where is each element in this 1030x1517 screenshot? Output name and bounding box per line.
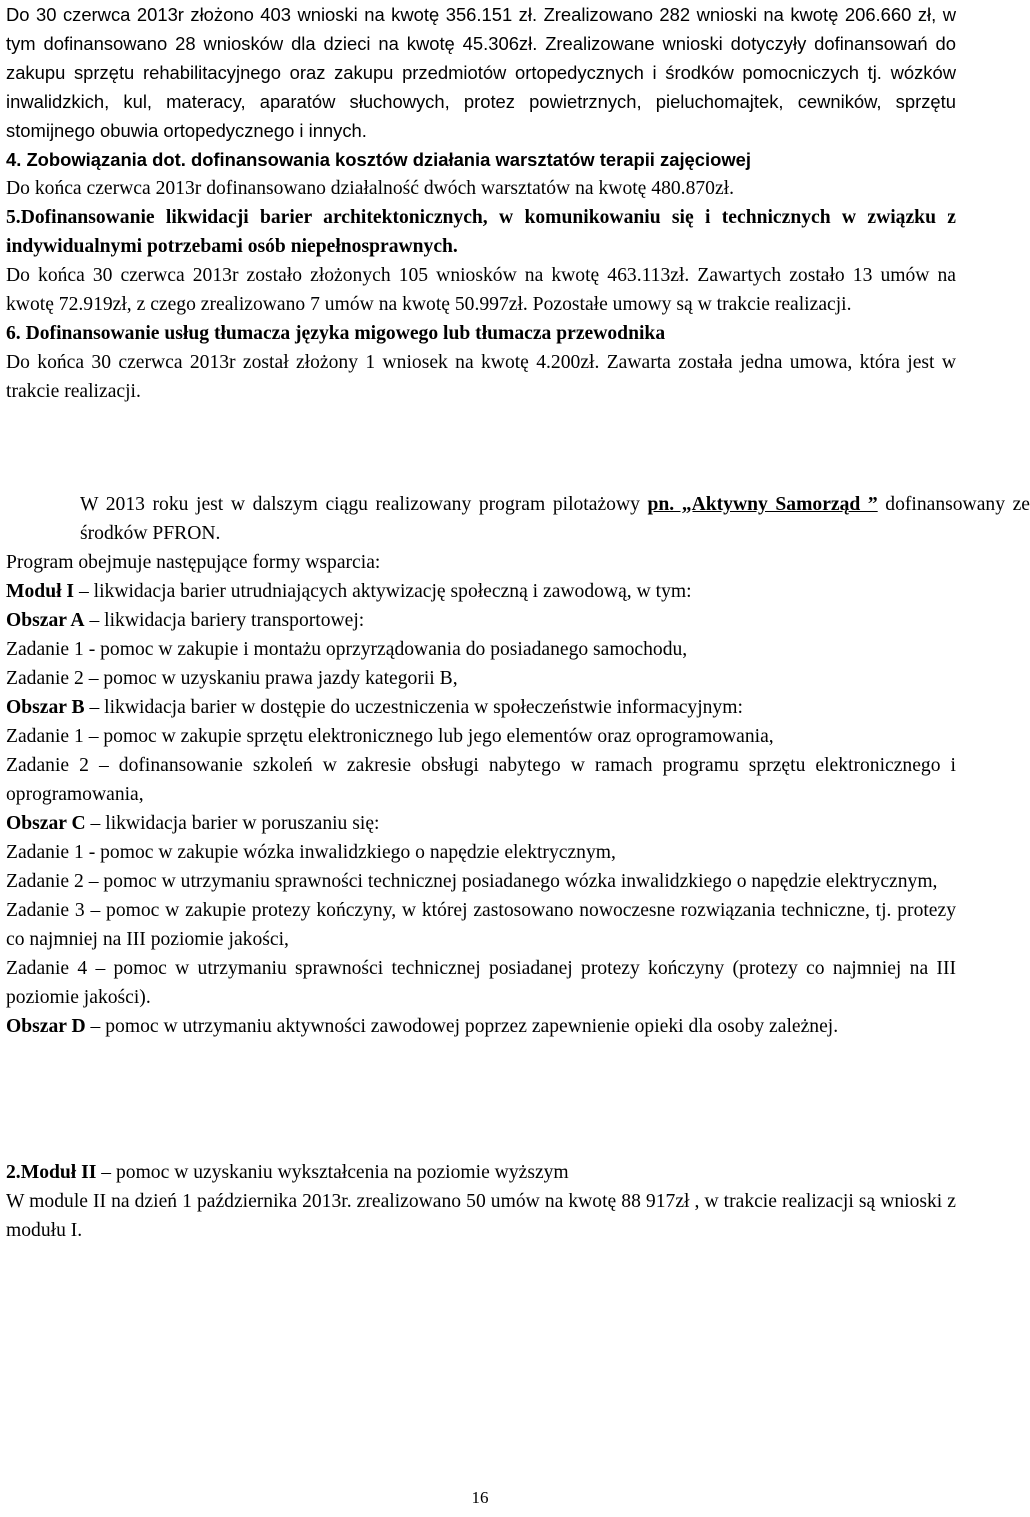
program-intro-funding: dofinansowany ze środków PFRON. (80, 494, 1030, 544)
module-1-label: Moduł I (6, 581, 75, 602)
area-c-task-3: Zadanie 3 – pomoc w zakupie protezy kończyny, w której zastosowano nowoczesne rozwiązania techniczne, tj. protezy co najmniej na III poziomie jakości, (6, 900, 956, 950)
area-c-task-4: Zadanie 4 – pomoc w utrzymaniu sprawności technicznej posiadanej protezy kończyny (protezy co najmniej na III poziomie jakości). (6, 958, 956, 1008)
area-a-label: Obszar A (6, 610, 85, 631)
paragraph-support-forms: Program obejmuje następujące formy wsparcia: (6, 552, 381, 573)
heading-section-6: 6. Dofinansowanie usług tłumacza języka migowego lub tłumacza przewodnika (6, 323, 666, 344)
paragraph-workshops: Do końca czerwca 2013r dofinansowano działalność dwóch warsztatów na kwotę 480.870zł. (6, 178, 734, 199)
area-c-label: Obszar C (6, 813, 86, 834)
program-name: pn. „Aktywny Samorząd ” (647, 494, 878, 515)
module-2-text: – pomoc w uzyskaniu wykształcenia na poziomie wyższym (96, 1162, 569, 1183)
area-d-line (6, 1012, 956, 1041)
area-a-line (6, 606, 956, 635)
area-b-line (6, 693, 956, 722)
paragraph-sign-language: Do końca 30 czerwca 2013r został złożony 1 wniosek na kwotę 4.200zł. Zawarta została jedna umowa, która jest w trakcie realizacji. (6, 352, 956, 402)
area-b-task-2: Zadanie 2 – dofinansowanie szkoleń w zakresie obsługi nabytego w ramach programu sprzętu elektronicznego i oprogramowania, (6, 755, 956, 805)
paragraph-barriers: Do końca 30 czerwca 2013r zostało złożonych 105 wniosków na kwotę 463.113zł. Zawartych zostało 13 umów na kwotę 72.919zł, z czego zrealizowano 7 umów na kwotę 50.997zł. Pozostałe umowy są w trakcie realizacji. (6, 265, 956, 315)
area-b-task-1: Zadanie 1 – pomoc w zakupie sprzętu elektronicznego lub jego elementów oraz oprogramowania, (6, 726, 774, 747)
area-a-task-1: Zadanie 1 - pomoc w zakupie i montażu oprzyrządowania do posiadanego samochodu, (6, 639, 688, 660)
module-2-line (6, 1158, 956, 1187)
heading-section-5: 5.Dofinansowanie likwidacji barier architektonicznych, w komunikowaniu się i technicznych w związku z indywidualnymi potrzebami osób niepełnosprawnych. (6, 207, 956, 257)
area-d-label: Obszar D (6, 1016, 86, 1037)
area-c-line (6, 809, 956, 838)
area-b-label: Obszar B (6, 697, 85, 718)
module-2-result: W module II na dzień 1 października 2013r. zrealizowano 50 umów na kwotę 88 917zł , w trakcie realizacji są wnioski z modułu I. (6, 1191, 956, 1241)
program-intro-text: W 2013 roku jest w dalszym ciągu realizowany program pilotażowy (80, 494, 648, 515)
report-section-sans (0, 0, 956, 406)
paragraph-program-intro (6, 490, 1030, 548)
heading-section-4-title: dofinansowania kosztów działania warsztatów terapii zajęciowej (190, 149, 751, 170)
module-1-line (6, 577, 956, 606)
heading-section-4-number: 4. Zobowiązania dot. (6, 149, 186, 170)
page-number: 16 (471, 1488, 489, 1507)
heading-section-4 (6, 145, 956, 174)
area-a-task-2: Zadanie 2 – pomoc w uzyskaniu prawa jazdy kategorii B, (6, 668, 458, 689)
area-d-text: – pomoc w utrzymaniu aktywności zawodowej poprzez zapewnienie opieki dla osoby zależnej. (85, 1016, 839, 1037)
paragraph-applications-equipment: Do 30 czerwca 2013r złożono 403 wnioski na kwotę 356.151 zł. Zrealizowano 282 wnioski na kwotę 206.660 zł, w tym dofinansowano 28 wniosków dla dzieci na kwotę 45.306zł. Zrealizowane wnioski dotyczyły dofinansowań do zakupu sprzętu rehabilitacyjnego oraz zakupu przedmiotów ortopedycznych i środków pomocniczych tj. wózków inwalidzkich, kul, materacy, aparatów słuchowych, protez powietrznych, pieluchomajtek, cewników, sprzętu stomijnego obuwia ortopedycznego i innych. (6, 4, 956, 141)
module-2-section (0, 1158, 956, 1245)
area-c-task-1: Zadanie 1 - pomoc w zakupie wózka inwalidzkiego o napędzie elektrycznym, (6, 842, 616, 863)
area-c-text: – likwidacja barier w poruszaniu się: (85, 813, 380, 834)
area-a-text: – likwidacja bariery transportowej: (84, 610, 365, 631)
area-b-text: – likwidacja barier w dostępie do uczestniczenia w społeczeństwie informacyjnym: (84, 697, 743, 718)
module-2-label: 2.Moduł II (6, 1162, 97, 1183)
area-c-task-2: Zadanie 2 – pomoc w utrzymaniu sprawności technicznej posiadanego wózka inwalidzkiego o napędzie elektrycznym, (6, 871, 938, 892)
module-1-text: – likwidacja barier utrudniających aktywizację społeczną i zawodową, w tym: (74, 581, 692, 602)
program-section (0, 490, 1030, 1041)
